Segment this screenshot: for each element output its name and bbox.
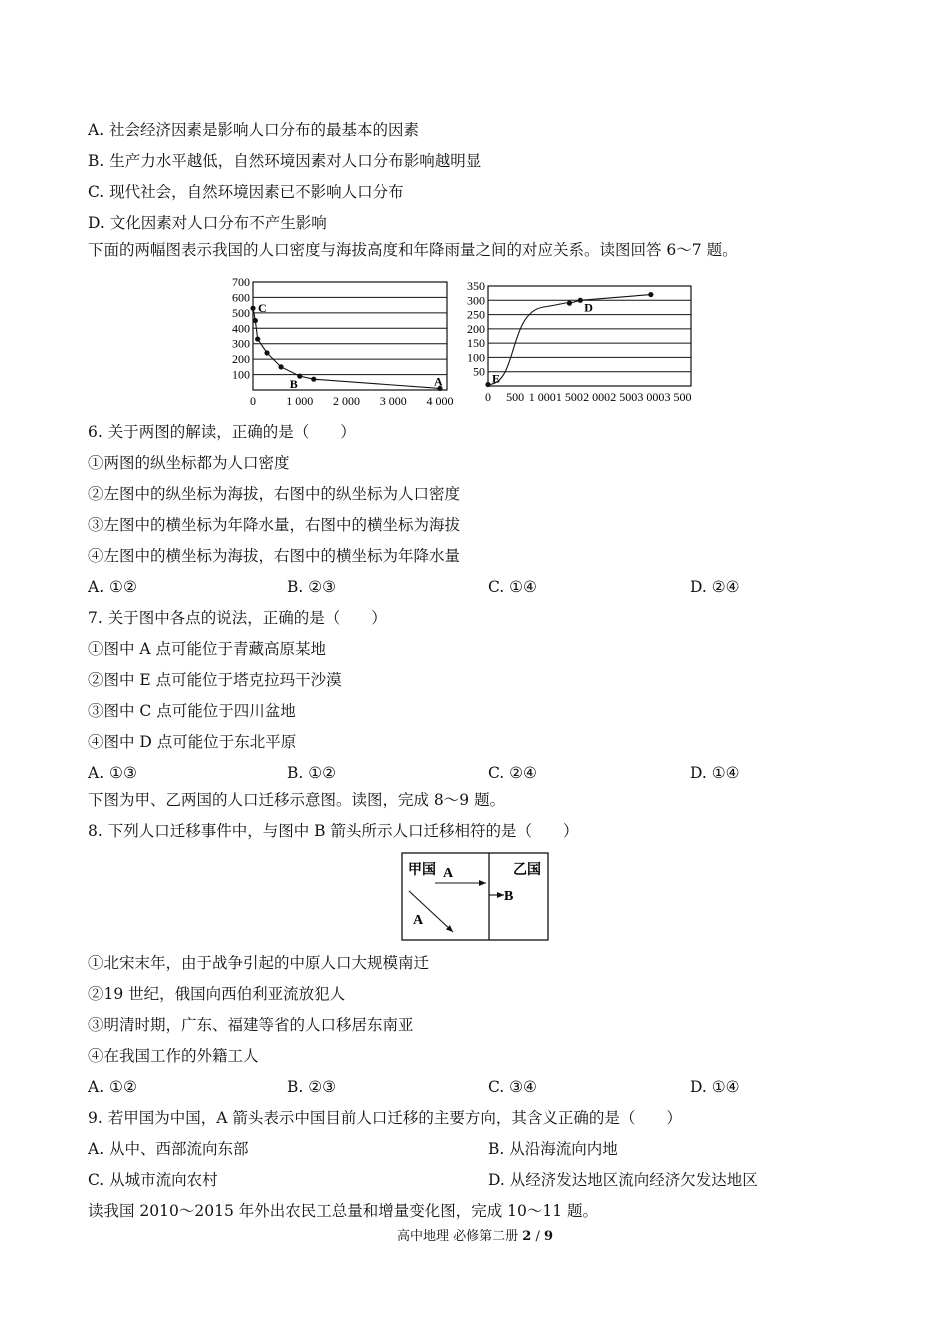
q8-item-1: ①北宋末年，由于战争引起的中原人口大规模南迁 xyxy=(88,954,430,972)
q7-item-2: ②图中 E 点可能位于塔克拉玛干沙漠 xyxy=(88,671,342,689)
q8-stem: 8. 下列人口迁移事件中，与图中 B 箭头所示人口迁移相符的是（ ） xyxy=(88,822,579,840)
left-x-tick-label: 0 xyxy=(250,394,256,408)
right-x-tick-label: 500 xyxy=(506,390,525,404)
q6-item-2: ②左图中的纵坐标为海拔，右图中的纵坐标为人口密度 xyxy=(88,485,461,503)
right-x-tick-label: 2 500 xyxy=(610,390,638,404)
q5-option-b: B. 生产力水平越低，自然环境因素对人口分布影响越明显 xyxy=(88,152,482,170)
left-x-tick-label: 2 000 xyxy=(333,394,360,408)
left-x-tick-label: 1 000 xyxy=(286,394,314,408)
country-right-label: 乙国 xyxy=(513,863,541,878)
q6-item-3: ③左图中的横坐标为年降水量，右图中的横坐标为海拔 xyxy=(88,516,461,534)
left-y-tick-label: 700 xyxy=(232,275,250,289)
right-y-tick-label: 250 xyxy=(467,307,485,322)
q7-stem: 7. 关于图中各点的说法，正确的是（ ） xyxy=(88,609,387,627)
left-point-label-b: B xyxy=(289,377,298,392)
q8-option-b: B. ②③ xyxy=(287,1078,337,1096)
q9-option-b: B. 从沿海流向内地 xyxy=(488,1140,618,1158)
q6-option-a: A. ①② xyxy=(88,578,137,596)
intro-6-7: 下面的两幅图表示我国的人口密度与海拔高度和年降雨量之间的对应关系。读图回答 6～7 题。 xyxy=(88,241,738,259)
left-data-point xyxy=(311,377,316,382)
right-x-tick-label: 1 500 xyxy=(555,390,583,404)
right-y-tick-label: 350 xyxy=(467,279,485,293)
q6-item-1: ①两图的纵坐标都为人口密度 xyxy=(88,454,290,472)
country-left-label: 甲国 xyxy=(408,863,436,878)
q9-option-c: C. 从城市流向农村 xyxy=(88,1171,218,1189)
right-data-point xyxy=(648,292,653,297)
right-y-tick-label: 150 xyxy=(467,336,485,351)
left-y-tick-label: 500 xyxy=(232,305,250,320)
left-data-point xyxy=(278,364,283,369)
page-footer xyxy=(0,1225,950,1244)
q7-item-1: ①图中 A 点可能位于青藏高原某地 xyxy=(88,640,327,658)
q8-item-2: ②19 世纪，俄国向西伯利亚流放犯人 xyxy=(88,985,346,1003)
right-y-tick-label: 300 xyxy=(467,293,485,308)
q6-option-c: C. ①④ xyxy=(488,578,537,596)
right-data-point xyxy=(567,301,572,306)
right-x-tick-label: 2 000 xyxy=(583,390,611,404)
left-data-point xyxy=(250,306,255,311)
q8-option-c: C. ③④ xyxy=(488,1078,537,1096)
q9-option-a: A. 从中、西部流向东部 xyxy=(88,1140,249,1158)
arrow-b-label: B xyxy=(504,889,514,904)
q8-option-d: D. ①④ xyxy=(690,1078,740,1096)
migration-diagram xyxy=(400,851,552,943)
q6-item-4: ④左图中的横坐标为海拔，右图中的横坐标为年降水量 xyxy=(88,547,461,565)
q7-option-b: B. ①② xyxy=(287,764,337,782)
left-data-point xyxy=(253,318,258,323)
q6-stem: 6. 关于两图的解读，正确的是（ ） xyxy=(88,423,356,441)
left-y-tick-label: 200 xyxy=(232,352,250,367)
left-y-tick-label: 100 xyxy=(232,367,250,382)
q7-option-a: A. ①③ xyxy=(88,764,137,782)
q7-option-c: C. ②④ xyxy=(488,764,537,782)
right-x-tick-label: 3 000 xyxy=(637,390,665,404)
chart-precipitation-density xyxy=(460,274,722,414)
right-point-label-d: D xyxy=(584,300,593,315)
right-data-point xyxy=(485,382,490,387)
left-data-point xyxy=(297,374,302,379)
q6-option-b: B. ②③ xyxy=(287,578,337,596)
q5-option-a: A. 社会经济因素是影响人口分布的最基本的因素 xyxy=(88,121,420,139)
q5-option-d: D. 文化因素对人口分布不产生影响 xyxy=(88,214,327,232)
intro-8-9: 下图为甲、乙两国的人口迁移示意图。读图，完成 8～9 题。 xyxy=(88,791,506,809)
q7-option-d: D. ①④ xyxy=(690,764,740,782)
left-y-tick-label: 400 xyxy=(232,321,250,336)
right-data-point xyxy=(578,298,583,303)
left-plot-frame xyxy=(253,282,447,390)
right-x-tick-label: 1 000 xyxy=(528,390,556,404)
arrow-a-top-label: A xyxy=(443,866,454,881)
right-series-line xyxy=(488,295,651,385)
chart-altitude-density xyxy=(222,274,462,414)
right-y-tick-label: 50 xyxy=(473,364,485,379)
page-number: 2 xyxy=(522,1229,532,1244)
arrow-a-bottom-label: A xyxy=(413,913,424,928)
intro-10-11: 读我国 2010～2015 年外出农民工总量和增量变化图，完成 10～11 题。 xyxy=(88,1202,599,1220)
right-y-tick-label: 200 xyxy=(467,321,485,336)
left-x-tick-label: 4 000 xyxy=(426,394,454,408)
left-x-tick-label: 3 000 xyxy=(379,394,407,408)
q9-option-d: D. 从经济发达地区流向经济欠发达地区 xyxy=(488,1171,758,1189)
left-series-line xyxy=(253,308,440,388)
q7-item-4: ④图中 D 点可能位于东北平原 xyxy=(88,733,297,751)
left-point-label-a: A xyxy=(434,374,443,389)
left-point-label-c: C xyxy=(258,301,267,316)
left-data-point xyxy=(264,350,269,355)
q5-option-c: C. 现代社会，自然环境因素已不影响人口分布 xyxy=(88,183,404,201)
page-separator: / xyxy=(531,1229,544,1244)
left-y-tick-label: 300 xyxy=(232,336,250,351)
right-y-tick-label: 100 xyxy=(467,350,485,365)
right-x-tick-label: 3 500 xyxy=(664,390,692,404)
footer-text: 高中地理 必修第二册 xyxy=(396,1229,519,1244)
q9-stem: 9. 若甲国为中国，A 箭头表示中国目前人口迁移的主要方向，其含义正确的是（ ） xyxy=(88,1109,682,1127)
right-point-label-e: E xyxy=(492,371,501,386)
left-y-tick-label: 600 xyxy=(232,290,250,305)
page-total: 9 xyxy=(543,1229,554,1244)
q7-item-3: ③图中 C 点可能位于四川盆地 xyxy=(88,702,296,720)
q8-option-a: A. ①② xyxy=(88,1078,137,1096)
q6-option-d: D. ②④ xyxy=(690,578,740,596)
right-x-tick-label: 0 xyxy=(485,390,491,404)
q8-item-4: ④在我国工作的外籍工人 xyxy=(88,1047,259,1065)
left-data-point xyxy=(255,336,260,341)
q8-item-3: ③明清时期，广东、福建等省的人口移居东南亚 xyxy=(88,1016,414,1034)
